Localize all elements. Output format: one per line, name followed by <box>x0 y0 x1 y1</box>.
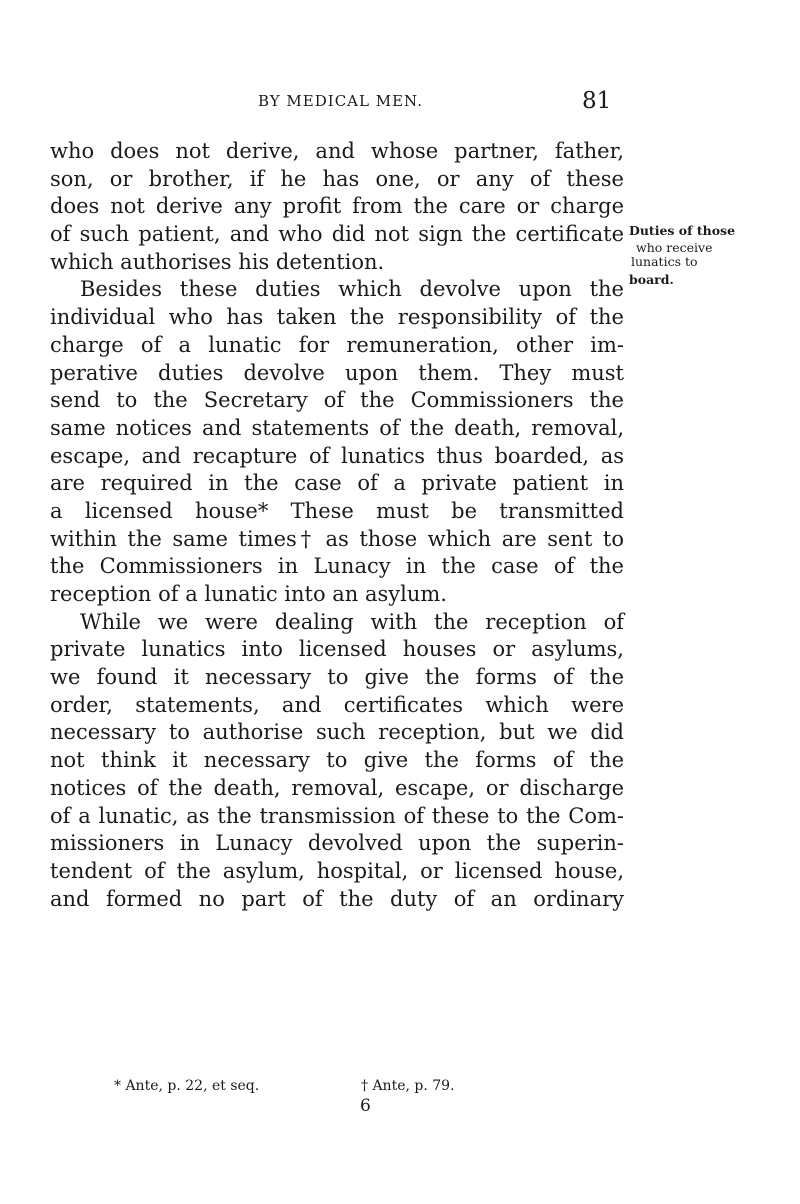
text-line: and formed no part of the duty of an ordinary <box>50 886 624 911</box>
footnote-ante-79: † Ante, p. 79. <box>361 1078 455 1094</box>
text-line: who does not derive, and whose partner, father, <box>50 139 624 163</box>
text-line: which authorises his detention. <box>50 249 385 274</box>
text-line: individual who has taken the responsibility of the <box>50 305 624 330</box>
text-line: the Commissioners in Lunacy in the case of the <box>50 554 624 579</box>
text-line: a licensed house* These must be transmitted <box>50 498 624 523</box>
text-line: tendent of the asylum, hospital, or licensed house, <box>50 858 624 883</box>
text-line: necessary to authorise such reception, but we did <box>50 720 624 745</box>
text-line: does not derive any profit from the care or charge <box>50 194 624 219</box>
body-text <box>50 138 624 913</box>
text-line: Besides these duties which devolve upon the <box>80 277 624 302</box>
margin-note-line: Duties of those <box>629 223 736 238</box>
text-line: within the same times† as those which are sent to <box>50 526 624 551</box>
text-line: we found it necessary to give the forms of the <box>50 665 624 690</box>
text-line: private lunatics into licensed houses or asylums, <box>50 637 624 662</box>
printer-signature-mark: 6 <box>360 1096 371 1116</box>
margin-note-line: board. <box>629 272 674 287</box>
text-line: While we were dealing with the reception of <box>80 609 624 634</box>
text-line: send to the Secretary of the Commissioners the <box>50 388 624 413</box>
page-number: 81 <box>582 88 612 114</box>
text-line: same notices and statements of the death, removal, <box>50 415 624 440</box>
text-line: order, statements, and certificates which were <box>50 692 624 717</box>
text-line: notices of the death, removal, escape, or discharge <box>50 775 624 800</box>
text-line: are required in the case of a private patient in <box>50 471 624 496</box>
text-line: of such patient, and who did not sign the certificate <box>50 222 624 247</box>
text-line: missioners in Lunacy devolved upon the superin- <box>50 831 624 856</box>
margin-note-line: lunatics to <box>631 254 698 269</box>
footnote-ante-22: * Ante, p. 22, et seq. <box>114 1078 260 1094</box>
running-head-title: BY MEDICAL MEN. <box>258 92 423 110</box>
text-line: escape, and recapture of lunatics thus boarded, as <box>50 443 624 468</box>
text-line: of a lunatic, as the transmission of these to the Com- <box>50 803 624 828</box>
text-line: not think it necessary to give the forms of the <box>50 748 624 773</box>
margin-note <box>629 220 799 287</box>
text-line: son, or brother, if he has one, or any of these <box>50 166 624 191</box>
running-header <box>0 88 800 116</box>
text-line: charge of a lunatic for remuneration, other im- <box>50 332 624 357</box>
text-line: perative duties devolve upon them. They must <box>50 360 624 385</box>
text-line: reception of a lunatic into an asylum. <box>50 582 447 606</box>
margin-note-line: who receive <box>636 240 713 255</box>
